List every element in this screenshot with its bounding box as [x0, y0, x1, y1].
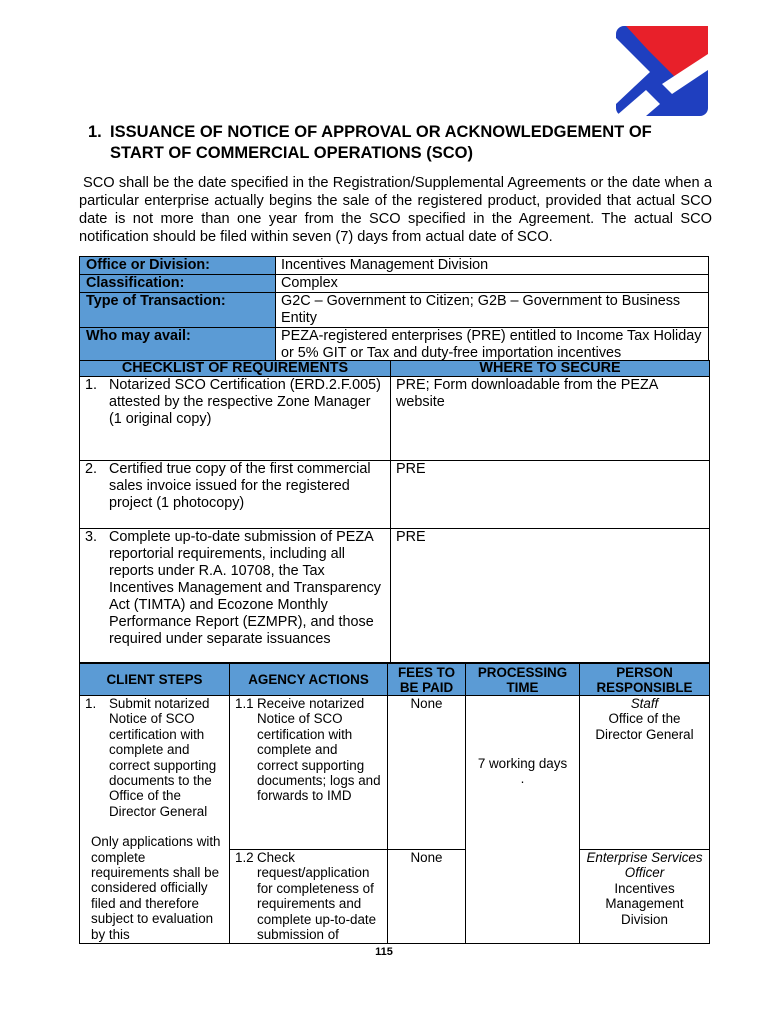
fees-header: FEES TO BE PAID [388, 664, 466, 696]
section-heading [88, 122, 728, 164]
table-row [80, 377, 710, 461]
info-row [80, 257, 709, 275]
heading-number: 1. [88, 123, 102, 141]
info-row [80, 328, 709, 363]
client-step-cell [80, 696, 230, 944]
info-value: G2C – Government to Citizen; G2B – Government to Business Entity [276, 293, 709, 328]
page-number: 115 [375, 946, 393, 958]
info-value: Complex [276, 275, 709, 293]
requirement-text: Complete up-to-date submission of PEZA reportorial requirements, including all reports under R.A. 10708, the Tax Incentives Management and Transparency Act (TIMTA) and Ecozone Monthly Performance Report (EZMPR), and those required under separate issuances [109, 529, 381, 647]
fee-cell: None [388, 850, 466, 944]
person-unit: Office of the Director General [595, 711, 694, 742]
agency-actions-header: AGENCY ACTIONS [230, 664, 388, 696]
client-step-text: Submit notarized Notice of SCO certification with complete and correct supporting documents to the Office of the Director General [109, 696, 217, 819]
processing-time-cell [466, 696, 580, 944]
processing-time-value: 7 working days [477, 756, 568, 771]
where-cell: PRE [391, 529, 710, 663]
service-info-table [79, 256, 709, 363]
where-header: WHERE TO SECURE [391, 361, 710, 377]
table-row [80, 696, 710, 850]
requirement-text: Notarized SCO Certification (ERD.2.F.005) attested by the respective Zone Manager (1 original copy) [109, 377, 381, 427]
intro-paragraph: SCO shall be the date specified in the Registration/Supplemental Agreements or the date when a particular enterprise actually begins the sale of the registered product, provided that actual SCO date is not more than one year from the SCO specified in the Agreement. The actual SCO notification should be filed within seven (7) days from actual date of SCO. [79, 175, 712, 245]
heading-line-1: ISSUANCE OF NOTICE OF APPROVAL OR ACKNOWLEDGEMENT OF [110, 123, 652, 141]
person-cell [580, 696, 710, 850]
person-role: Staff [630, 696, 659, 711]
person-unit: Incentives Management Division [605, 880, 684, 927]
info-label: Who may avail: [80, 328, 276, 363]
processing-time-mark: . [520, 771, 525, 787]
requirement-number: 2. [85, 461, 98, 477]
client-step-note: Only applications with complete requirements shall be considered officially filed and therefore subject to evaluation by this [91, 834, 221, 942]
checklist-header: CHECKLIST OF REQUIREMENTS [80, 361, 391, 377]
client-steps-header: CLIENT STEPS [80, 664, 230, 696]
requirement-cell [80, 461, 391, 529]
where-cell: PRE; Form downloadable from the PEZA website [391, 377, 710, 461]
agency-action-cell [230, 696, 388, 850]
person-role: Enterprise Services Officer [586, 850, 703, 881]
checklist-table [79, 360, 710, 663]
agency-action-number: 1.1 [235, 696, 254, 711]
table-row [80, 461, 710, 529]
person-responsible-header: PERSON RESPONSIBLE [580, 664, 710, 696]
info-label: Classification: [80, 275, 276, 293]
person-cell [580, 850, 710, 944]
agency-action-text: Check request/application for completeness of requirements and complete up-to-date submission of [257, 850, 377, 943]
agency-action-number: 1.2 [235, 850, 254, 865]
requirement-text: Certified true copy of the first commercial sales invoice issued for the registered project (1 photocopy) [109, 461, 371, 511]
info-row [80, 293, 709, 328]
checklist-header-row [80, 361, 710, 377]
where-cell: PRE [391, 461, 710, 529]
table-row [80, 529, 710, 663]
agency-action-cell [230, 850, 388, 944]
requirement-cell [80, 529, 391, 663]
requirement-number: 1. [85, 377, 98, 393]
processing-time-header: PROCESSING TIME [466, 664, 580, 696]
fee-cell: None [388, 696, 466, 850]
info-row [80, 275, 709, 293]
requirement-number: 3. [85, 529, 98, 545]
requirement-cell [80, 377, 391, 461]
info-value: Incentives Management Division [276, 257, 709, 275]
client-step-number: 1. [85, 696, 97, 711]
agency-logo-icon [616, 26, 708, 116]
info-label: Type of Transaction: [80, 293, 276, 328]
info-value: PEZA-registered enterprises (PRE) entitled to Income Tax Holiday or 5% GIT or Tax and duty-free importation incentives [276, 328, 709, 363]
heading-line-2: START OF COMMERCIAL OPERATIONS (SCO) [110, 144, 473, 162]
process-steps-table [79, 663, 710, 944]
info-label: Office or Division: [80, 257, 276, 275]
agency-action-text: Receive notarized Notice of SCO certification with complete and correct supporting documents; logs and forwards to IMD [257, 696, 381, 804]
steps-header-row [80, 664, 710, 696]
